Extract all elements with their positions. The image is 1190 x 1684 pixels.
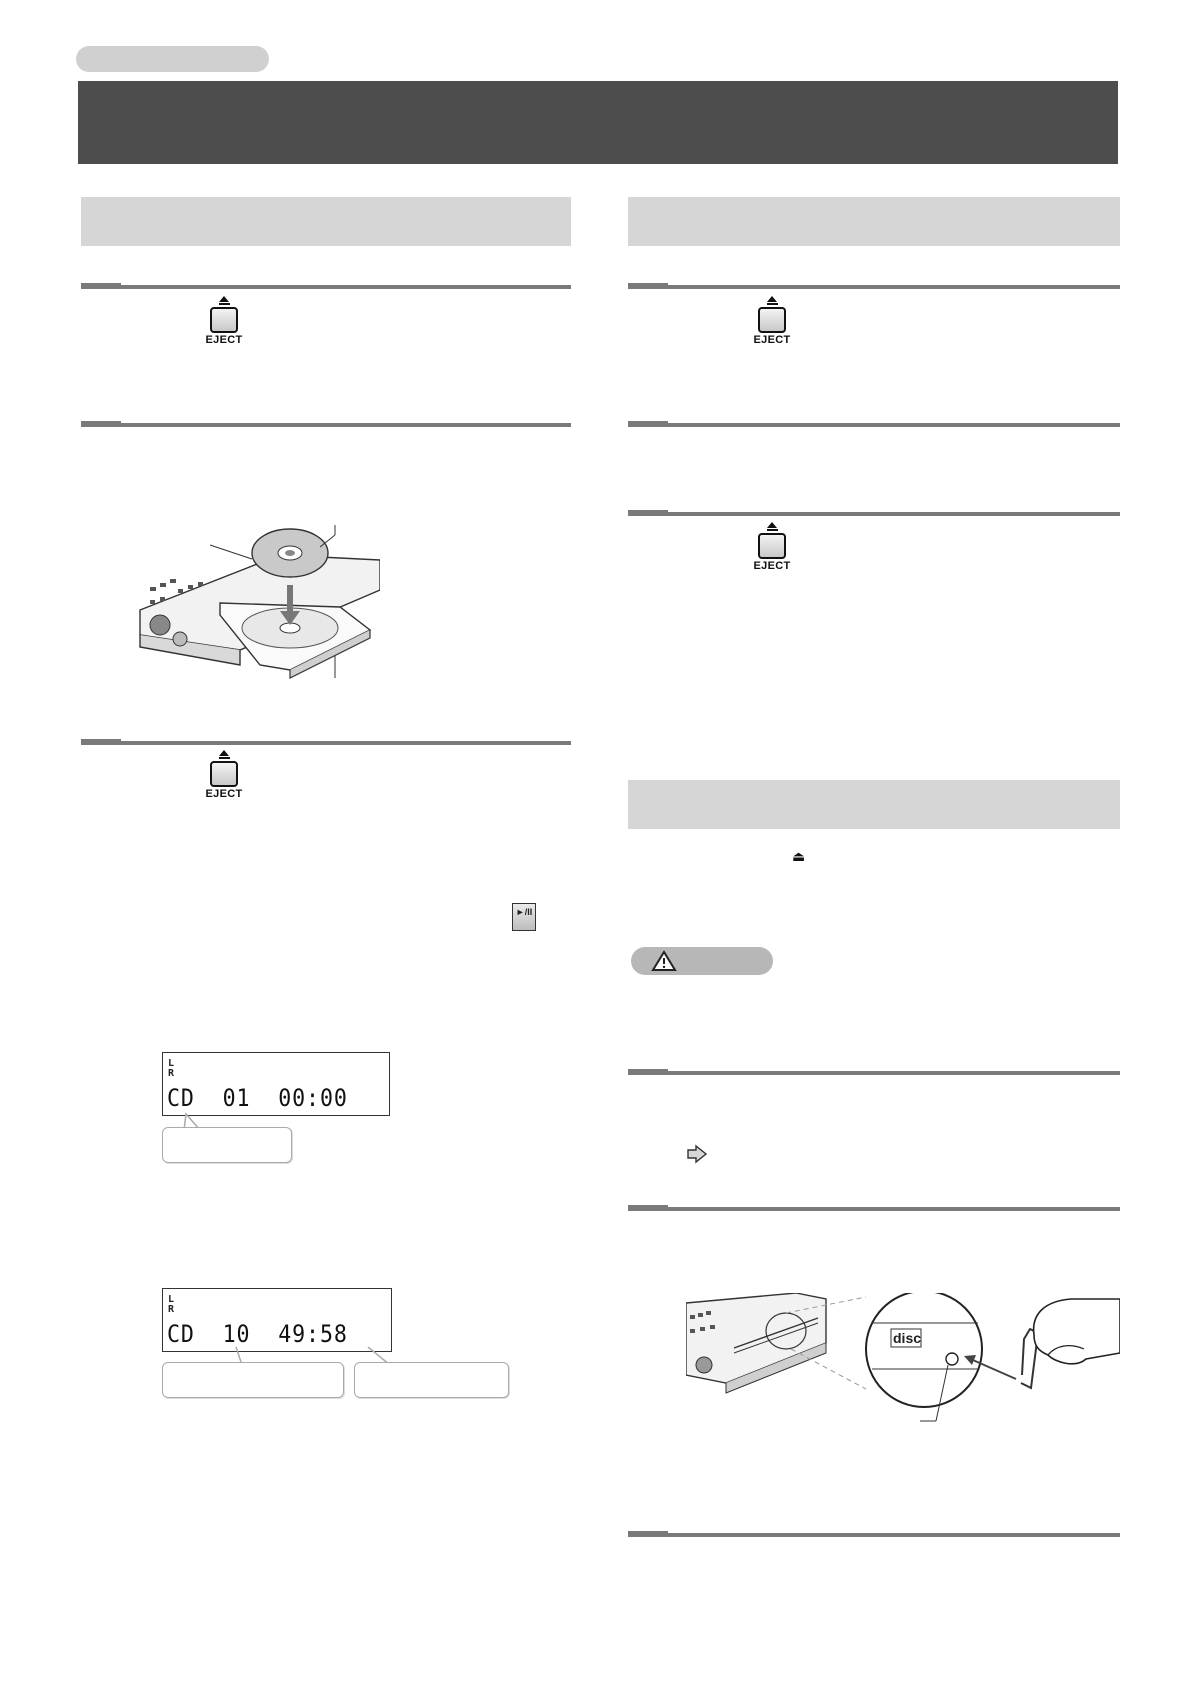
section-header-forced-eject xyxy=(628,780,1120,829)
step-1-rule-forced xyxy=(628,1071,1120,1075)
step-2-rule-forced xyxy=(628,1207,1120,1211)
callout-box-disc-type xyxy=(162,1127,292,1163)
section-header-remove-cd xyxy=(628,197,1120,246)
lcd-display-2-text: CD 10 49:58 xyxy=(167,1320,348,1348)
callout-box-total-time xyxy=(354,1362,509,1398)
chapter-tab-pill xyxy=(76,46,269,72)
callout-box-track-count xyxy=(162,1362,344,1398)
lcd-display-1-text: CD 01 00:00 xyxy=(167,1084,348,1112)
step-1-rule-right xyxy=(628,285,1120,289)
step-2-rule-right xyxy=(628,423,1120,427)
caution-pill xyxy=(631,947,773,975)
forced-eject-hole-illustration xyxy=(686,1293,1120,1425)
section-header-insert-cd xyxy=(81,197,571,246)
play-pause-button-icon: ►/II xyxy=(512,903,536,931)
lcd-display-1: L R CD 01 00:00 xyxy=(162,1052,390,1116)
eject-button-icon: EJECT xyxy=(199,296,249,346)
step-2-rule xyxy=(81,423,571,427)
reference-arrow-icon xyxy=(686,1144,708,1164)
step-3-rule-right xyxy=(628,512,1120,516)
eject-button-icon: EJECT xyxy=(747,522,797,572)
eject-button-icon: EJECT xyxy=(199,750,249,800)
cd-tray-illustration xyxy=(130,525,380,680)
page-title-bar xyxy=(78,81,1118,164)
eject-symbol-icon: ⏏ xyxy=(792,848,806,864)
lcd-display-2: L R CD 10 49:58 xyxy=(162,1288,392,1352)
step-1-rule xyxy=(81,285,571,289)
warning-triangle-icon xyxy=(651,950,677,972)
eject-button-icon: EJECT xyxy=(747,296,797,346)
svg-text:disc: disc xyxy=(893,1330,922,1346)
step-3-rule-forced xyxy=(628,1533,1120,1537)
step-3-rule xyxy=(81,741,571,745)
